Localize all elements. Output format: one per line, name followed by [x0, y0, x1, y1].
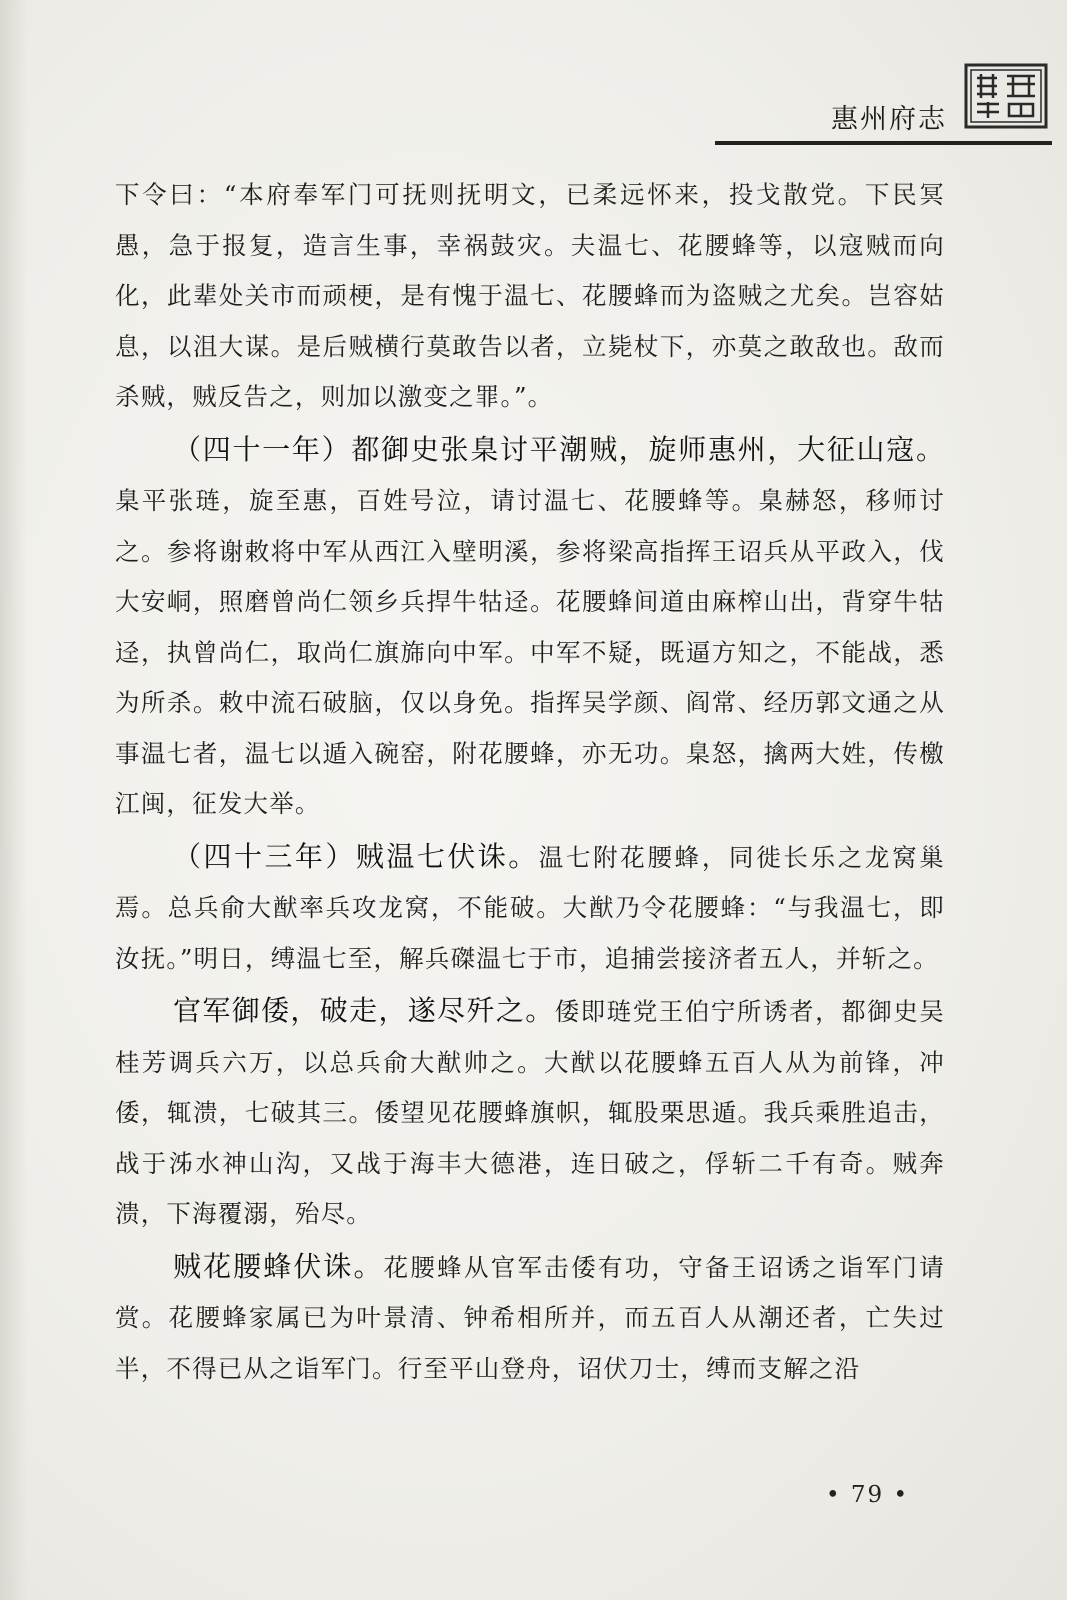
- paragraph-text: 臬平张琏，旋至惠，百姓号泣，请讨温七、花腰蜂等。臬赫怒，移师讨之。参将谢敕将中军从西江入壁明溪，参将梁高指挥王诏兵从平政入，伐大安峒，照磨曾尚仁领乡兵捍牛牯迳。花腰蜂间道由麻榨山出，背穿牛牯迳，执曾尚仁，取尚仁旗旆向中军。中军不疑，既逼方知之，不能战，悉为所杀。敕中流石破脑，仅以身免。指挥吴学颜、阎常、经历郭文通之从事温七者，温七以遁入碗窑，附花腰蜂，亦无功。臬怒，擒两大姓，传檄江闽，征发大举。: [115, 486, 945, 818]
- paragraph-text: 花腰蜂从官军击倭有功，守备王诏诱之诣军门请赏。花腰蜂家属已为叶景清、钟希相所并，而五百人从潮还者，亡失过半，不得已从之诣军门。行至平山登舟，诏伏刀士，缚而支解之沿: [115, 1252, 945, 1383]
- entry-paragraph: [115, 986, 945, 1240]
- entry-heading: （四十三年）贼温七伏诛。: [173, 839, 539, 873]
- page-edge-shadow: [0, 0, 28, 1600]
- paragraph-text: 下令曰：“本府奉军门可抚则抚明文，已柔远怀来，投戈散党。下民冥愚，急于报复，造言生事，幸祸鼓灾。夫温七、花腰蜂等，以寇贼而向化，此辈处关市而顽梗，是有愧于温七、花腰蜂而为盗贼之尤矣。岂容姑息，以沮大谋。是后贼横行莫敢告以者，立毙杖下，亦莫之敢敌也。敌而杀贼，贼反告之，则加以激变之罪。”。: [115, 180, 945, 411]
- book-title: 惠州府志: [831, 104, 947, 135]
- paragraph-text: 倭即琏党王伯宁所诱者，都御史吴桂芳调兵六万，以总兵俞大猷帅之。大猷以花腰蜂五百人从为前锋，冲倭，辄溃，七破其三。倭望见花腰蜂旗帜，辄股栗思遁。我兵乘胜追击，战于泲水神山沟，又战于海丰大德港，连日破之，俘斩二千有奇。贼奔溃，下海覆溺，殆尽。: [115, 997, 945, 1228]
- page-number: • 79 •: [826, 1482, 910, 1508]
- paragraph-text: 温七附花腰蜂，同徙长乐之龙窝巢焉。总兵俞大猷率兵攻龙窝，不能破。大猷乃令花腰蜂：“与我温七，即汝抚。”明日，缚温七至，解兵磔温七于市，追捕尝接济者五人，并斩之。: [115, 842, 945, 973]
- body-text: [115, 170, 945, 1394]
- running-header: [0, 0, 1067, 160]
- header-rule: [715, 141, 1052, 145]
- entry-paragraph: [115, 832, 945, 985]
- entry-heading: 官军御倭，破走，遂尽歼之。: [173, 994, 555, 1027]
- entry-heading: （四十一年）都御史张臬讨平潮贼，旋师惠州，大征山寇。: [173, 432, 945, 466]
- entry-heading: 贼花腰蜂伏诛。: [173, 1249, 384, 1283]
- entry-paragraph: [115, 1242, 945, 1395]
- paragraph-continuation: [115, 170, 945, 423]
- entry-paragraph: [115, 425, 945, 830]
- seal-logo-icon: [963, 62, 1049, 130]
